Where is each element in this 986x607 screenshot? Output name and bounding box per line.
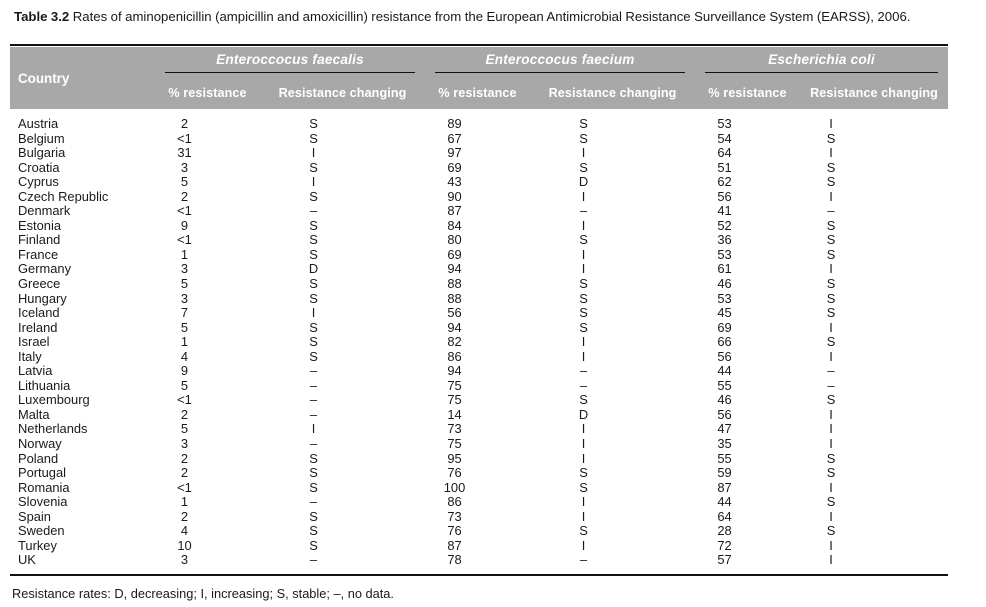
table-row — [10, 292, 948, 307]
table-row — [10, 262, 948, 277]
cell-country: Cyprus — [18, 174, 59, 190]
table-row — [10, 452, 948, 467]
cell-ecoli-pct: 46 — [717, 392, 732, 408]
cell-faecium-changing: I — [581, 508, 586, 524]
cell-faecalis-changing: – — [309, 363, 318, 379]
cell-faecalis-changing: S — [309, 188, 318, 204]
cell-faecalis-changing: – — [309, 436, 318, 452]
cell-country: Italy — [18, 348, 42, 364]
cell-faecalis-pct: <1 — [177, 479, 192, 495]
cell-ecoli-pct: 64 — [717, 508, 732, 524]
cell-ecoli-changing: S — [826, 523, 836, 539]
cell-faecalis-pct: 5 — [180, 174, 189, 190]
cell-faecalis-pct: 3 — [180, 436, 189, 452]
cell-ecoli-pct: 55 — [717, 450, 732, 466]
cell-faecalis-changing: – — [309, 377, 318, 393]
column-header-faecalis-resistance-changing: Resistance changing — [260, 77, 425, 109]
cell-ecoli-changing: I — [829, 436, 833, 452]
cell-faecalis-changing: S — [309, 523, 318, 539]
cell-country: Poland — [18, 450, 59, 466]
cell-ecoli-changing: S — [826, 392, 836, 408]
cell-ecoli-pct: 44 — [717, 494, 732, 510]
cell-ecoli-changing: S — [826, 246, 836, 262]
cell-faecium-pct: 94 — [447, 363, 462, 379]
cell-faecalis-pct: 5 — [180, 276, 189, 292]
cell-country: Latvia — [18, 363, 53, 379]
table-row — [10, 553, 948, 568]
cell-faecium-pct: 90 — [447, 188, 462, 204]
table-row — [10, 481, 948, 496]
cell-ecoli-pct: 55 — [717, 377, 732, 393]
cell-ecoli-changing: I — [829, 116, 833, 131]
table-row — [10, 175, 948, 190]
table-caption — [0, 0, 958, 25]
cell-faecium-pct: 75 — [447, 377, 462, 393]
cell-country: Israel — [18, 334, 50, 350]
table-container — [10, 47, 948, 568]
cell-faecium-changing: I — [581, 421, 586, 437]
cell-ecoli-pct: 54 — [717, 130, 732, 146]
cell-faecium-changing: – — [579, 552, 588, 568]
cell-faecalis-changing: I — [311, 145, 316, 161]
cell-faecalis-changing: S — [309, 217, 318, 233]
table-row — [10, 233, 948, 248]
group-header-e-faecalis-label: Enteroccocus faecalis — [216, 51, 364, 67]
cell-faecium-pct: 84 — [447, 217, 462, 233]
cell-faecalis-pct: 3 — [180, 290, 189, 306]
cell-ecoli-changing: S — [826, 290, 836, 306]
cell-faecium-changing: S — [579, 116, 588, 131]
cell-faecium-changing: – — [579, 203, 588, 219]
cell-faecalis-changing: – — [309, 406, 318, 422]
cell-ecoli-pct: 28 — [717, 523, 732, 539]
cell-faecalis-pct: 1 — [180, 246, 189, 262]
cell-ecoli-changing: S — [826, 232, 836, 248]
cell-ecoli-pct: 57 — [717, 552, 732, 568]
table-row — [10, 466, 948, 481]
cell-faecalis-changing: – — [309, 494, 318, 510]
cell-ecoli-changing: I — [829, 319, 833, 335]
cell-country: Estonia — [18, 217, 61, 233]
table-row — [10, 306, 948, 321]
table-row — [10, 219, 948, 234]
cell-faecalis-pct: 3 — [180, 261, 189, 277]
group-header-rule — [705, 72, 938, 73]
cell-ecoli-changing: S — [826, 465, 836, 481]
table-row — [10, 204, 948, 219]
column-header-faecium-pct-resistance: % resistance — [425, 77, 530, 109]
cell-faecium-changing: I — [581, 261, 586, 277]
cell-ecoli-pct: 59 — [717, 465, 732, 481]
cell-ecoli-changing: – — [827, 377, 835, 393]
cell-ecoli-pct: 66 — [717, 334, 732, 350]
cell-faecium-pct: 69 — [447, 246, 462, 262]
cell-ecoli-changing: I — [829, 348, 833, 364]
cell-faecium-changing: D — [578, 406, 589, 422]
cell-faecium-changing: I — [581, 436, 586, 452]
table-body-spacer — [10, 109, 948, 117]
cell-country: Turkey — [18, 537, 57, 553]
cell-faecalis-pct: 5 — [180, 377, 189, 393]
cell-ecoli-changing: – — [827, 363, 835, 379]
cell-faecium-pct: 95 — [447, 450, 462, 466]
cell-country: Spain — [18, 508, 51, 524]
cell-faecium-pct: 97 — [447, 145, 462, 161]
column-header-country: Country — [10, 47, 155, 109]
column-header-faecalis-pct-resistance: % resistance — [155, 77, 260, 109]
cell-faecalis-pct: <1 — [177, 203, 192, 219]
cell-country: Germany — [18, 261, 72, 277]
cell-faecalis-pct: 2 — [180, 116, 189, 131]
cell-faecium-changing: – — [579, 377, 588, 393]
cell-faecalis-changing: – — [309, 392, 318, 408]
cell-faecium-changing: D — [578, 174, 589, 190]
table-row — [10, 335, 948, 350]
cell-faecalis-changing: – — [309, 552, 318, 568]
cell-country: Czech Republic — [18, 188, 109, 204]
group-header-rule — [435, 72, 685, 73]
cell-faecalis-pct: 10 — [177, 537, 192, 553]
cell-ecoli-pct: 56 — [717, 348, 732, 364]
cell-country: Hungary — [18, 290, 67, 306]
cell-faecalis-changing: S — [309, 479, 318, 495]
cell-country: Malta — [18, 406, 50, 422]
cell-faecium-changing: S — [579, 305, 588, 321]
cell-ecoli-changing: I — [829, 552, 833, 568]
table-head-group-row — [10, 47, 948, 77]
cell-faecalis-pct: 4 — [180, 348, 189, 364]
table-bottom-rule — [10, 574, 948, 576]
cell-faecalis-pct: 1 — [180, 494, 189, 510]
cell-ecoli-changing: S — [826, 276, 836, 292]
cell-faecium-changing: S — [579, 130, 588, 146]
cell-faecium-changing: I — [581, 348, 586, 364]
cell-faecalis-changing: S — [309, 450, 318, 466]
cell-faecalis-changing: – — [309, 203, 318, 219]
cell-ecoli-changing: I — [829, 145, 833, 161]
cell-faecium-changing: S — [579, 159, 588, 175]
cell-ecoli-changing: S — [826, 130, 836, 146]
column-header-faecium-resistance-changing: Resistance changing — [530, 77, 695, 109]
cell-faecium-changing: S — [579, 276, 588, 292]
cell-ecoli-pct: 64 — [717, 145, 732, 161]
cell-country: Belgium — [18, 130, 65, 146]
cell-faecium-pct: 88 — [447, 290, 462, 306]
cell-country: Slovenia — [18, 494, 68, 510]
table-row — [10, 437, 948, 452]
table-footnote: Resistance rates: D, decreasing; I, increasing; S, stable; –, no data. — [12, 586, 394, 601]
cell-faecalis-changing: S — [309, 290, 318, 306]
group-header-e-faecium-label: Enteroccocus faecium — [485, 51, 635, 67]
cell-faecium-changing: I — [581, 217, 586, 233]
cell-country: Bulgaria — [18, 145, 66, 161]
cell-ecoli-pct: 61 — [717, 261, 732, 277]
cell-faecium-pct: 75 — [447, 392, 462, 408]
cell-faecium-changing: S — [579, 465, 588, 481]
cell-ecoli-changing: S — [826, 217, 836, 233]
cell-faecium-changing: I — [581, 145, 586, 161]
cell-faecium-changing: I — [581, 246, 586, 262]
cell-faecium-pct: 69 — [447, 159, 462, 175]
cell-ecoli-pct: 69 — [717, 319, 732, 335]
cell-faecalis-pct: 2 — [180, 450, 189, 466]
cell-faecium-pct: 76 — [447, 465, 462, 481]
cell-country: Luxembourg — [18, 392, 90, 408]
cell-ecoli-changing: S — [826, 494, 836, 510]
table-body — [10, 109, 948, 568]
cell-country: Croatia — [18, 159, 60, 175]
cell-faecalis-pct: 31 — [177, 145, 192, 161]
table-row — [10, 510, 948, 525]
cell-faecalis-changing: S — [309, 116, 318, 131]
cell-faecium-changing: S — [579, 479, 588, 495]
cell-faecalis-changing: S — [309, 334, 318, 350]
cell-faecalis-pct: 7 — [180, 305, 189, 321]
cell-faecium-pct: 67 — [447, 130, 462, 146]
cell-faecium-pct: 80 — [447, 232, 462, 248]
cell-ecoli-changing: S — [826, 334, 836, 350]
cell-faecium-pct: 87 — [447, 203, 462, 219]
cell-faecalis-changing: S — [309, 465, 318, 481]
cell-ecoli-changing: I — [829, 188, 833, 204]
cell-country: Sweden — [18, 523, 65, 539]
cell-faecalis-pct: 3 — [180, 159, 189, 175]
cell-ecoli-pct: 53 — [717, 246, 732, 262]
group-header-e-coli-label: Escherichia coli — [768, 51, 875, 67]
cell-ecoli-pct: 53 — [717, 290, 732, 306]
cell-faecium-pct: 86 — [447, 494, 462, 510]
table-row — [10, 408, 948, 423]
cell-faecium-pct: 73 — [447, 421, 462, 437]
cell-faecalis-pct: 5 — [180, 421, 189, 437]
cell-faecium-pct: 76 — [447, 523, 462, 539]
cell-faecalis-changing: D — [308, 261, 319, 277]
cell-faecium-pct: 56 — [447, 305, 462, 321]
table-row — [10, 364, 948, 379]
resistance-table — [10, 47, 948, 568]
table-top-rule — [10, 44, 948, 46]
cell-country: Portugal — [18, 465, 67, 481]
cell-faecalis-pct: <1 — [177, 130, 192, 146]
cell-ecoli-pct: 46 — [717, 276, 732, 292]
table-row — [10, 393, 948, 408]
cell-ecoli-changing: S — [826, 174, 836, 190]
cell-faecium-changing: S — [579, 319, 588, 335]
table-row — [10, 190, 948, 205]
cell-country: Netherlands — [18, 421, 88, 437]
cell-faecalis-pct: 3 — [180, 552, 189, 568]
cell-faecium-pct: 43 — [447, 174, 462, 190]
cell-ecoli-changing: I — [829, 508, 833, 524]
cell-faecalis-pct: 2 — [180, 188, 189, 204]
cell-faecalis-changing: I — [311, 421, 316, 437]
cell-country: Denmark — [18, 203, 71, 219]
cell-faecium-changing: S — [579, 290, 588, 306]
cell-faecium-changing: I — [581, 188, 586, 204]
cell-ecoli-pct: 53 — [717, 116, 732, 131]
table-row — [10, 117, 948, 132]
group-header-e-faecium — [425, 47, 695, 77]
cell-ecoli-changing: I — [829, 537, 833, 553]
cell-country: Iceland — [18, 305, 60, 321]
cell-ecoli-changing: I — [829, 261, 833, 277]
cell-faecium-changing: I — [581, 494, 586, 510]
cell-faecalis-pct: 5 — [180, 319, 189, 335]
cell-ecoli-changing: – — [827, 203, 835, 219]
column-header-ecoli-resistance-changing: Resistance changing — [800, 77, 948, 109]
cell-faecium-pct: 94 — [447, 261, 462, 277]
table-row — [10, 539, 948, 554]
cell-faecium-pct: 75 — [447, 436, 462, 452]
cell-faecalis-changing: S — [309, 348, 318, 364]
cell-faecium-pct: 100 — [443, 479, 466, 495]
cell-faecalis-changing: S — [309, 276, 318, 292]
cell-faecalis-changing: S — [309, 537, 318, 553]
cell-country: Lithuania — [18, 377, 71, 393]
cell-faecium-pct: 86 — [447, 348, 462, 364]
cell-ecoli-pct: 44 — [717, 363, 732, 379]
cell-faecium-pct: 88 — [447, 276, 462, 292]
table-row — [10, 132, 948, 147]
table-row — [10, 146, 948, 161]
cell-ecoli-pct: 47 — [717, 421, 732, 437]
cell-faecalis-pct: <1 — [177, 392, 192, 408]
table-caption-label: Table 3.2 — [14, 9, 70, 24]
cell-faecalis-changing: S — [309, 159, 318, 175]
table-row — [10, 350, 948, 365]
cell-ecoli-pct: 87 — [717, 479, 732, 495]
cell-faecium-changing: – — [579, 363, 588, 379]
cell-faecium-changing: S — [579, 392, 588, 408]
cell-faecalis-pct: 2 — [180, 508, 189, 524]
cell-faecium-pct: 78 — [447, 552, 462, 568]
cell-faecium-changing: S — [579, 232, 588, 248]
table-row — [10, 321, 948, 336]
cell-country: Greece — [18, 276, 61, 292]
cell-faecalis-changing: I — [311, 174, 316, 190]
cell-faecium-pct: 73 — [447, 508, 462, 524]
cell-ecoli-pct: 72 — [717, 537, 732, 553]
cell-faecium-pct: 89 — [447, 116, 462, 131]
cell-ecoli-changing: I — [829, 421, 833, 437]
group-header-e-coli — [695, 47, 948, 77]
cell-country: Finland — [18, 232, 61, 248]
cell-faecalis-changing: S — [309, 246, 318, 262]
cell-country: France — [18, 246, 59, 262]
cell-faecalis-pct: 2 — [180, 465, 189, 481]
table-row — [10, 161, 948, 176]
cell-ecoli-changing: I — [829, 479, 833, 495]
spacer-cell — [10, 109, 948, 117]
cell-ecoli-pct: 52 — [717, 217, 732, 233]
cell-faecium-pct: 82 — [447, 334, 462, 350]
cell-ecoli-pct: 56 — [717, 406, 732, 422]
table-row — [10, 277, 948, 292]
cell-ecoli-pct: 36 — [717, 232, 732, 248]
cell-ecoli-pct: 41 — [717, 203, 732, 219]
cell-ecoli-changing: I — [829, 406, 833, 422]
cell-country: Austria — [18, 116, 59, 131]
cell-ecoli-pct: 62 — [717, 174, 732, 190]
cell-country: Romania — [18, 479, 70, 495]
cell-faecalis-pct: 9 — [180, 363, 189, 379]
cell-faecalis-pct: <1 — [177, 232, 192, 248]
cell-faecium-pct: 94 — [447, 319, 462, 335]
cell-faecalis-changing: S — [309, 319, 318, 335]
cell-faecalis-pct: 1 — [180, 334, 189, 350]
table-row — [10, 524, 948, 539]
cell-faecium-pct: 14 — [447, 406, 462, 422]
cell-country: Ireland — [18, 319, 58, 335]
cell-faecium-changing: S — [579, 523, 588, 539]
cell-ecoli-changing: S — [826, 305, 836, 321]
table-row — [10, 248, 948, 263]
cell-faecium-changing: I — [581, 537, 586, 553]
cell-faecalis-changing: S — [309, 232, 318, 248]
cell-ecoli-pct: 56 — [717, 188, 732, 204]
cell-faecium-changing: I — [581, 450, 586, 466]
cell-country: Norway — [18, 436, 62, 452]
column-header-ecoli-pct-resistance: % resistance — [695, 77, 800, 109]
cell-ecoli-pct: 45 — [717, 305, 732, 321]
cell-faecium-changing: I — [581, 334, 586, 350]
table-row — [10, 422, 948, 437]
table-head — [10, 47, 948, 109]
cell-faecalis-changing: I — [311, 305, 316, 321]
group-header-rule — [165, 72, 415, 73]
cell-ecoli-pct: 35 — [717, 436, 732, 452]
cell-faecium-pct: 87 — [447, 537, 462, 553]
cell-faecalis-pct: 2 — [180, 406, 189, 422]
table-caption-text: Rates of aminopenicillin (ampicillin and amoxicillin) resistance from the European Antimicrobial Resistance Surveillance System (EARSS), 2006. — [72, 9, 911, 24]
cell-faecalis-pct: 4 — [180, 523, 189, 539]
cell-country: UK — [18, 552, 36, 568]
table-row — [10, 495, 948, 510]
table-row — [10, 379, 948, 394]
cell-faecalis-changing: S — [309, 508, 318, 524]
group-header-e-faecalis — [155, 47, 425, 77]
cell-faecalis-changing: S — [309, 130, 318, 146]
cell-ecoli-changing: S — [826, 450, 836, 466]
cell-faecalis-pct: 9 — [180, 217, 189, 233]
cell-ecoli-pct: 51 — [717, 159, 732, 175]
cell-ecoli-changing: S — [826, 159, 836, 175]
